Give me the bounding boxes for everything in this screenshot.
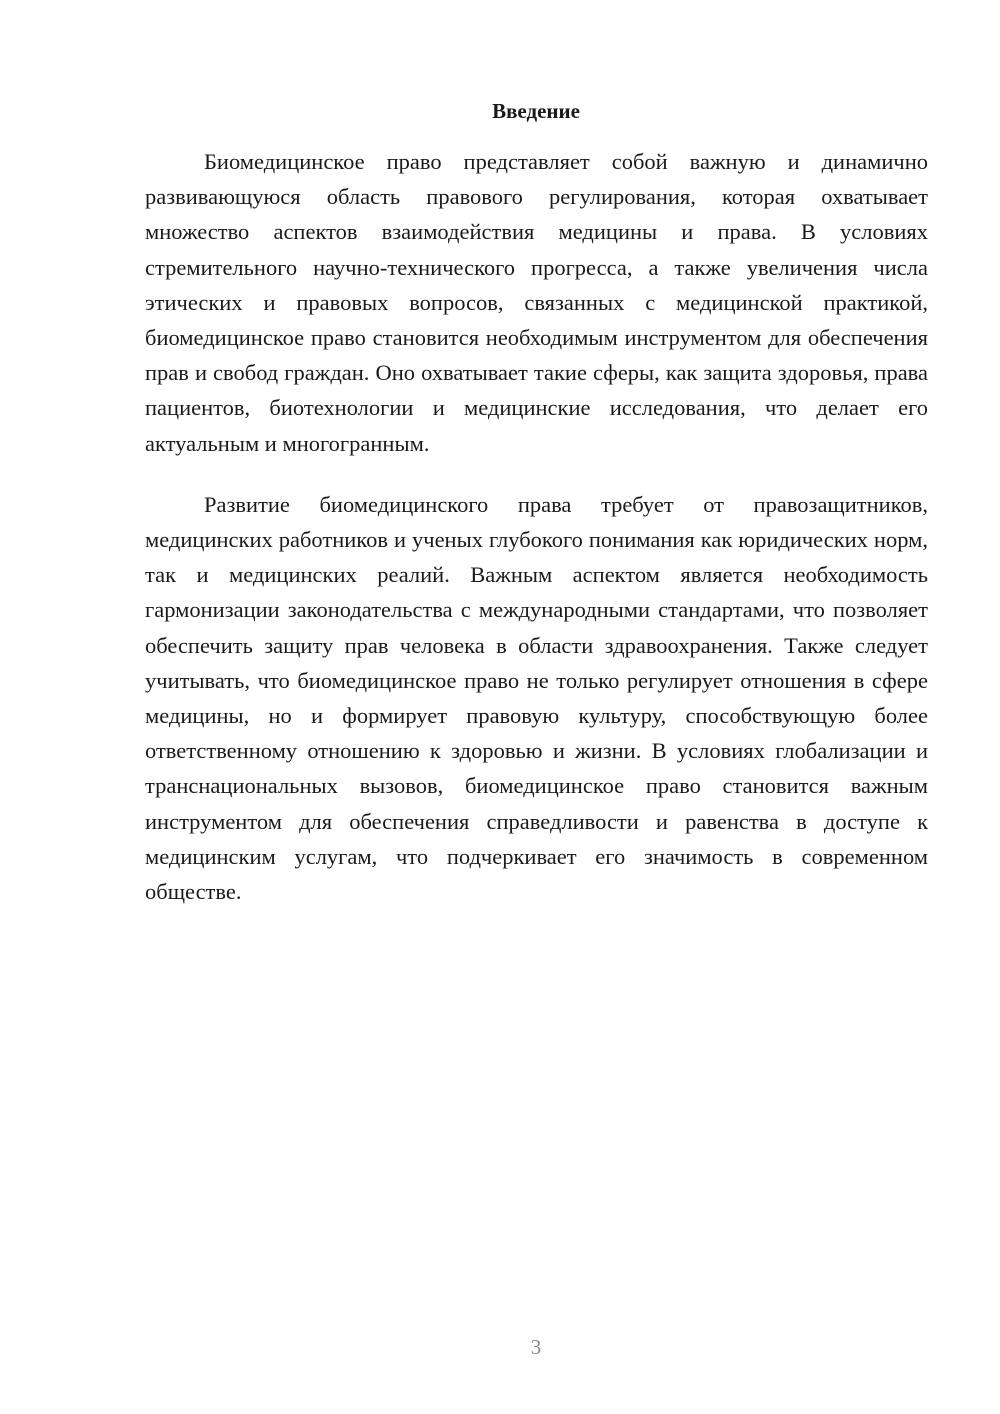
paragraph-2: Развитие биомедицинского права требует от правозащитников, медицинских работников и ученых глубокого понимания как юридических норм, так и медицинских реалий. Важным аспектом является необходимость гармонизации законодательства с международными стандартами, что позволяет обеспечить защиту прав человека в области здравоохранения. Также следует учитывать, что биомедицинское право не только регулирует отношения в сфере медицины, но и формирует правовую культуру, способствующую более ответственному отношению к здоровью и жизни. В условиях глобализации и транснациональных вызовов, биомедицинское право становится важным инструментом для обеспечения справедливости и равенства в доступе к медицинским услугам, что подчеркивает его значимость в современном обществе.: [145, 491, 928, 905]
page-number: 3: [530, 1335, 542, 1359]
document-body: [145, 144, 928, 909]
page-title: Введение: [492, 99, 580, 123]
paragraph-1: Биомедицинское право представляет собой важную и динамично развивающуюся область правового регулирования, которая охватывает множество аспектов взаимодействия медицины и права. В условиях стремительного научно-технического прогресса, а также увеличения числа этических и правовых вопросов, связанных с медицинской практикой, биомедицинское право становится необходимым инструментом для обеспечения прав и свобод граждан. Оно охватывает такие сферы, как защита здоровья, права пациентов, биотехнологии и медицинские исследования, что делает его актуальным и многогранным.: [145, 149, 928, 456]
